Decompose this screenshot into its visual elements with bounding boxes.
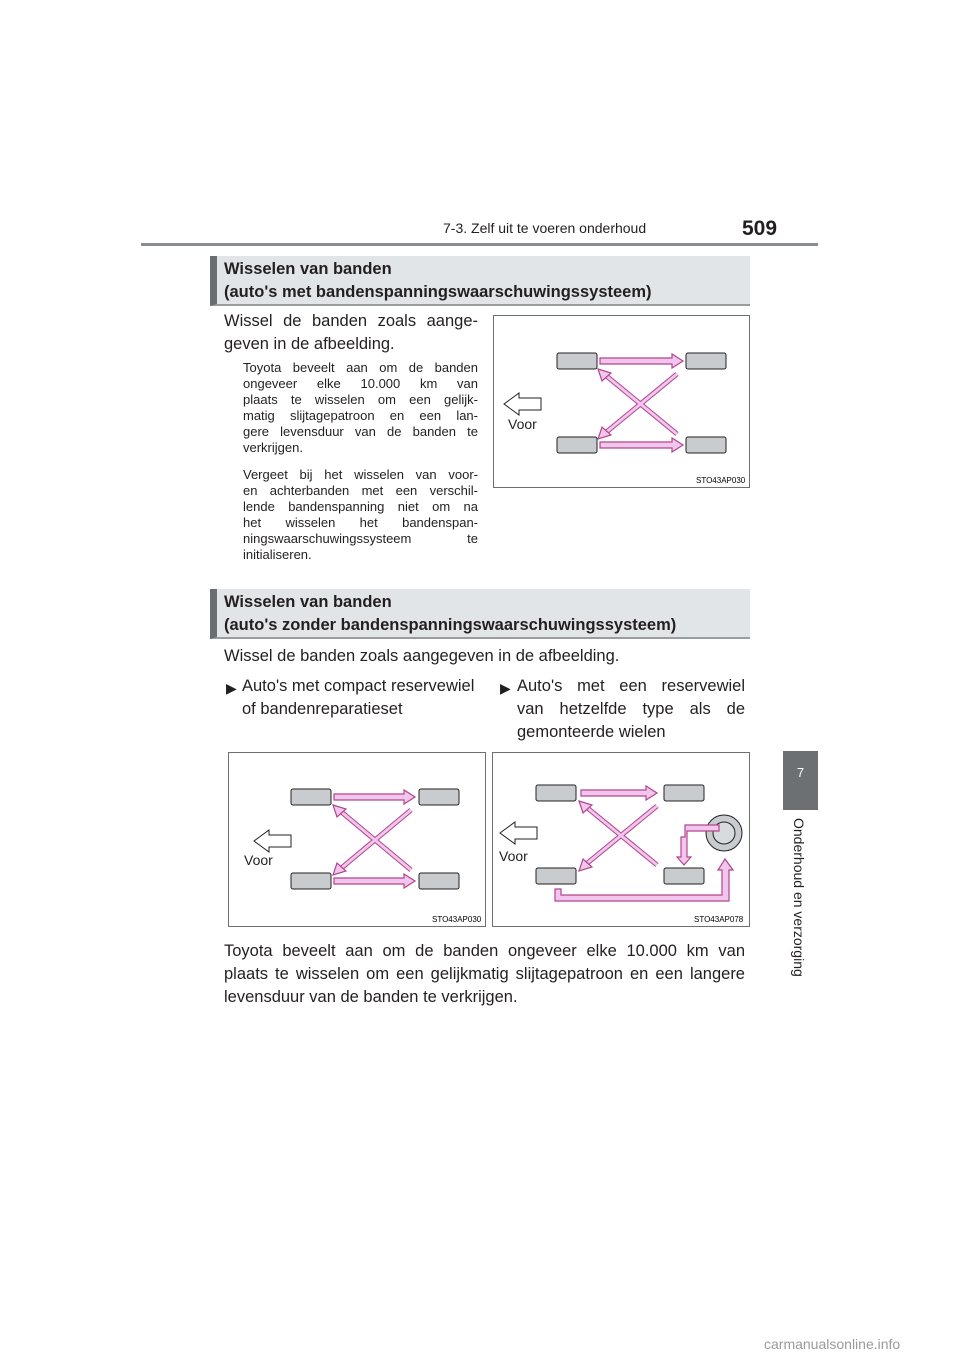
arrow-forward-top — [334, 790, 415, 804]
chapter-title: Onderhoud en verzorging — [791, 818, 807, 977]
option-right-line: van hetzelfde type als de — [517, 700, 745, 718]
section1-heading — [210, 256, 750, 306]
arrow-forward-bottom — [334, 874, 415, 888]
option-left — [242, 675, 482, 721]
forward-direction-icon — [254, 830, 291, 852]
tire-front-right — [536, 868, 576, 884]
note1-line: matig slijtagepatroon en een lan- — [243, 408, 478, 423]
figure-code: STO43AP078 — [694, 915, 744, 924]
tire-rear-right — [686, 437, 726, 453]
arrow-forward-bottom — [600, 438, 683, 452]
page-number: 509 — [742, 217, 778, 240]
figure-tire-rotation-2 — [228, 752, 486, 927]
tire-rotation-diagram-spare — [493, 753, 749, 926]
note2-line: ningswaarschuwingssysteem te — [243, 531, 478, 546]
note1-line: ongeveer elke 10.000 km van — [243, 376, 478, 391]
chapter-tab — [783, 751, 818, 810]
closing-line: plaats te wisselen om een gelijkmatig slijtagepatroon en een langere — [224, 965, 745, 983]
figure-tire-rotation-3 — [492, 752, 750, 927]
section1-intro — [224, 310, 478, 356]
watermark: carmanualsonline.info — [764, 1336, 901, 1352]
section1-intro-line2: geven in de afbeelding. — [224, 335, 395, 353]
arrow-forward-top — [581, 786, 657, 800]
header-rule — [141, 243, 818, 246]
tire-rotation-diagram — [494, 316, 749, 487]
option-right-line: gemonteerde wielen — [517, 723, 666, 741]
tire-rear-left — [664, 785, 704, 801]
option-left-line: of bandenreparatieset — [242, 700, 403, 718]
note2-line: Vergeet bij het wisselen van voor- — [243, 467, 478, 482]
tire-front-left — [557, 353, 597, 369]
section1-title-line2: (auto's met bandenspanningswaarschuwingssysteem) — [224, 283, 652, 301]
section2-title-line1: Wisselen van banden — [224, 593, 392, 611]
arrow-forward-top — [600, 354, 683, 368]
closing-line: levensduur van de banden te verkrijgen. — [224, 988, 518, 1006]
figure-code: STO43AP030 — [432, 915, 482, 924]
direction-label: Voor — [244, 852, 273, 868]
figure-code: STO43AP030 — [696, 476, 746, 485]
tire-rear-left — [419, 789, 459, 805]
tire-rear-left — [686, 353, 726, 369]
closing-paragraph — [224, 940, 745, 1009]
chapter-number: 7 — [796, 765, 805, 780]
note1-line: Toyota beveelt aan om de banden — [243, 360, 478, 375]
note2-line: het wisselen het bandenspan- — [243, 515, 478, 530]
forward-direction-icon — [500, 822, 537, 844]
section2-intro: Wissel de banden zoals aangegeven in de afbeelding. — [224, 647, 620, 665]
tire-front-left — [291, 789, 331, 805]
option-right — [517, 675, 745, 744]
tire-front-left — [536, 785, 576, 801]
option-right-line: Auto's met een reservewiel — [517, 677, 745, 695]
tire-rear-right — [664, 868, 704, 884]
section1-note1 — [243, 360, 478, 456]
note2-line: lende bandenspanning niet om na — [243, 499, 478, 514]
direction-label: Voor — [499, 848, 528, 864]
spare-wheel-icon — [706, 815, 742, 851]
note1-line: verkrijgen. — [243, 440, 303, 455]
section1-intro-line1: Wissel de banden zoals aange- — [224, 312, 478, 330]
option-left-line: Auto's met compact reservewiel — [242, 677, 475, 695]
section1-note2 — [243, 467, 478, 563]
tire-front-right — [557, 437, 597, 453]
note1-line: gere levensduur van de banden te — [243, 424, 478, 439]
forward-direction-icon — [504, 393, 541, 415]
tire-rotation-diagram — [229, 753, 485, 926]
closing-line: Toyota beveelt aan om de banden ongeveer elke 10.000 km van — [224, 942, 745, 960]
bullet-icon: ▶ — [500, 680, 511, 696]
bullet-icon: ▶ — [226, 680, 237, 696]
section2-title-line2: (auto's zonder bandenspanningswaarschuwingssysteem) — [224, 616, 677, 634]
section-header: 7-3. Zelf uit te voeren onderhoud — [443, 220, 647, 236]
section2-heading — [210, 589, 750, 639]
figure-tire-rotation-1 — [493, 315, 750, 488]
direction-label: Voor — [508, 416, 537, 432]
tire-rear-right — [419, 873, 459, 889]
tire-front-right — [291, 873, 331, 889]
note1-line: plaats te wisselen om een gelijk- — [243, 392, 478, 407]
section1-title-line1: Wisselen van banden — [224, 260, 392, 278]
note2-line: initialiseren. — [243, 547, 312, 562]
note2-line: en achterbanden met een verschil- — [243, 483, 478, 498]
